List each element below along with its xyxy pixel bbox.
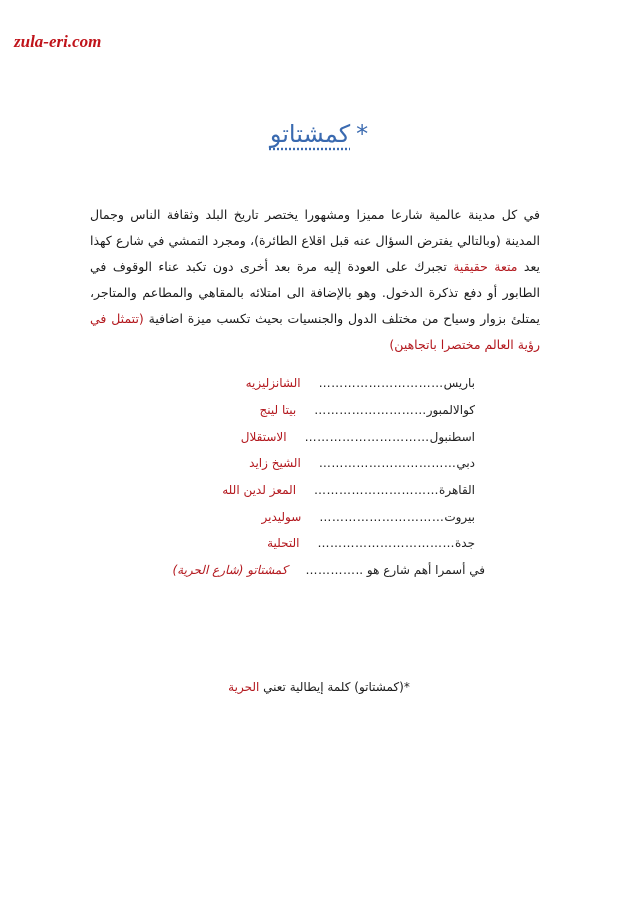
footnote [0, 680, 638, 694]
leader-dots: …………………………… [318, 456, 457, 471]
list-item [170, 530, 475, 557]
street-name: التحلية [267, 536, 300, 551]
street-name: سوليدير [261, 509, 302, 524]
street-name: كمشتاتو (شارع الحرية) [172, 563, 288, 578]
city-name: دبي [456, 456, 475, 471]
leader-dots: ………………………… [319, 509, 445, 524]
street-name: المعز لدين الله [222, 483, 297, 498]
watermark-site: zula-eri.com [14, 32, 102, 51]
leader-dots: ………………………… [304, 429, 430, 444]
list-item [170, 477, 475, 504]
city-name: باريس [443, 376, 475, 391]
leader-dots: ………………………… [314, 483, 440, 498]
title-star: * [356, 120, 369, 148]
list-item [170, 503, 475, 530]
city-name: جدة [454, 536, 475, 551]
city-name: القاهرة [439, 483, 475, 498]
city-name: بيروت [444, 509, 475, 524]
footnote-text: *(كمشتاتو) كلمة إيطالية تعني [263, 680, 410, 694]
city-name: في أسمرا أهم شارع هو .. [355, 563, 485, 578]
street-name: بيتا لينج [259, 403, 297, 418]
leader-dots: ………………………… [318, 376, 444, 391]
list-item [170, 423, 475, 450]
street-name: الشانزليزيه [245, 376, 301, 391]
leader-dots: …………………………… [317, 536, 455, 551]
leader-dots: ……………………… [314, 403, 427, 418]
list-item-asmara [170, 557, 485, 584]
city-name: اسطنبول [429, 429, 475, 444]
title-word: كمشتاتو [269, 120, 351, 148]
city-street-list [170, 370, 485, 584]
street-name: الاستقلال [240, 429, 287, 444]
paragraph-text-1: في كل مدينة عالمية شارعا مميزا ومشهورا يختصر تاريخ البلد وثقافة الناس وجمال المدينة (وبالتالي يفترض السؤال عنه قبل اقلاع الطائرة)، ومجرد التمشي في شارع كهذا يعد [90, 207, 540, 274]
intro-paragraph [90, 202, 540, 358]
street-name: الشيخ زايد [249, 456, 301, 471]
footnote-highlight: الحرية [228, 680, 260, 694]
list-item [170, 450, 475, 477]
paragraph-text-2: تجبرك على العودة إليه مرة بعد أخرى دون تكبد عناء الوقوف في الطابور أو دفع تذكرة الدخول. وهو بالإضافة الى امتلائه بالمقاهي والمطاعم والمتاجر، يمتلئ بزوار وسياح من مختلف الدول والجنسيات بحيث تكسب ميزة اضافية [90, 259, 541, 326]
list-item [170, 397, 475, 424]
list-item [170, 370, 475, 397]
leader-dots: ………… [305, 563, 356, 578]
paragraph-highlight-1: متعة حقيقية [453, 259, 518, 274]
page-title [0, 120, 638, 148]
city-name: كوالالمبور [426, 403, 475, 418]
paragraph-highlight-2: (تتمثل في رؤية العالم مختصرا باتجاهين) [90, 311, 540, 352]
